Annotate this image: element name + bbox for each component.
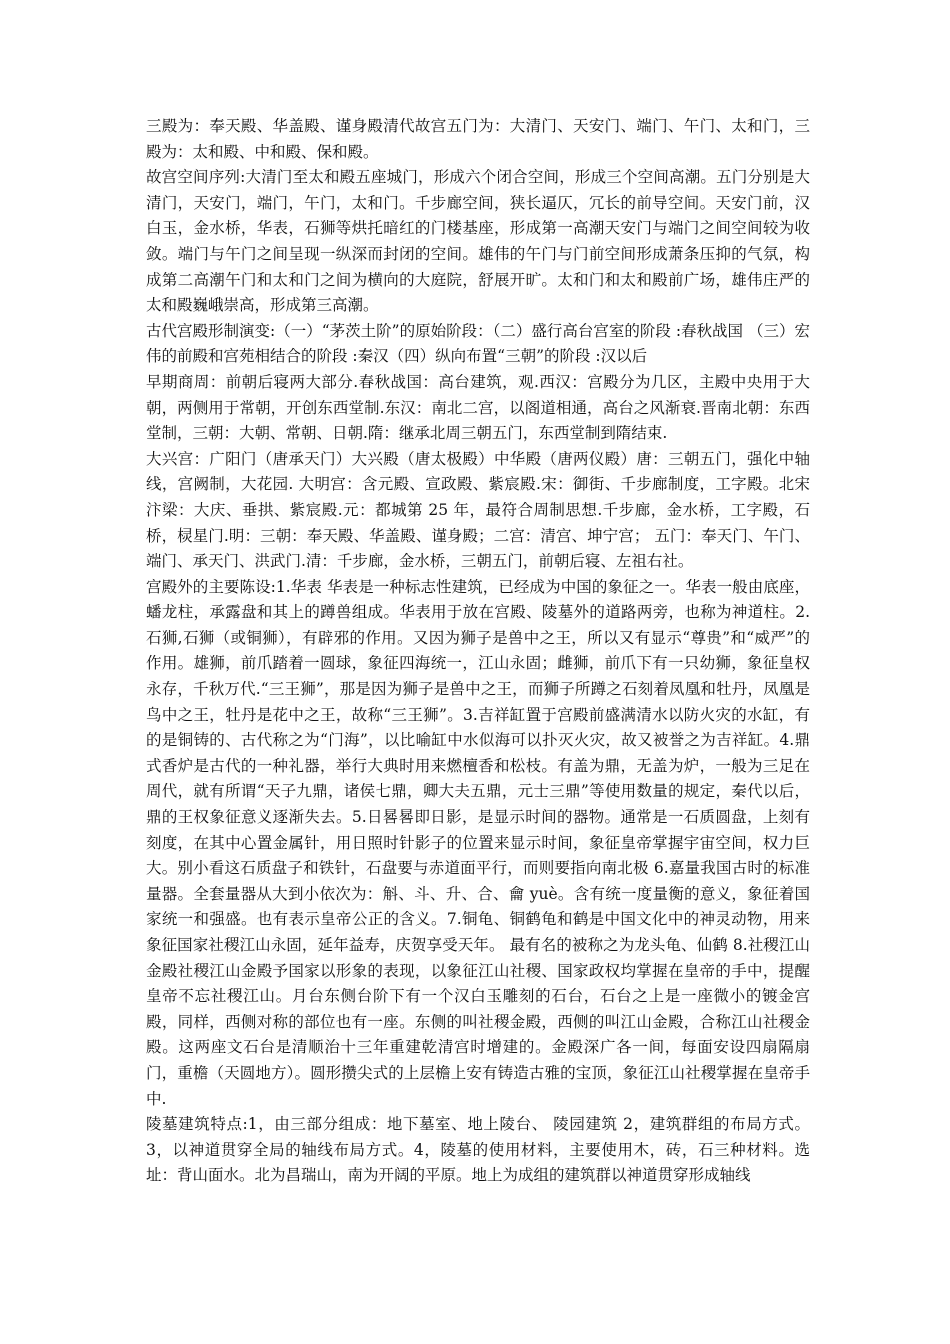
paragraph-daxing-palace: 大兴宫：广阳门（唐承天门）大兴殿（唐太极殿）中华殿（唐两仪殿）唐：三朝五门，强化中轴线，宫阙制，大花园. 大明宫：含元殿、宣政殿、紫宸殿.宋：御街、千步廊制度，工字殿。北宋汴梁：大庆、垂拱、紫宸殿.元：都城第 25 年，最符合周制思想.千步廊，金水桥，工字殿，石桥，棂星门.明：三朝：奉天殿、华盖殿、谨身殿；二宫：清宫、坤宁宫； 五门：奉天门、午门、端门、承天门、洪武门.清：千步廊，金水桥，三朝五门，前朝后寝、左祖右社。 bbox=[146, 449, 810, 571]
paragraph-early-dynasties: 早期商周：前朝后寝两大部分.春秋战国：高台建筑，观.西汉：宫殿分为几区，主殿中央用于大朝，两侧用于常朝，开创东西堂制.东汉：南北二宫，以阁道相通，高台之风渐衰.晋南北朝：东西堂制，三朝：大朝、常朝、日朝.隋：继承北周三朝五门，东西堂制到隋结束. bbox=[146, 372, 810, 443]
paragraph-palace-form-evolution: 古代宫殿形制演变:（一）“茅茨土阶”的原始阶段：（二）盛行高台宫室的阶段 :春秋战国 （三）宏伟的前殿和宫苑相结合的阶段 :秦汉（四）纵向布置“三朝”的阶段 :汉以后 bbox=[146, 321, 810, 366]
paragraph-palace-furnishings: 宫殿外的主要陈设:1.华表 华表是一种标志性建筑，已经成为中国的象征之一。华表一般由底座，蟠龙柱，承露盘和其上的蹲兽组成。华表用于放在宫殿、陵墓外的道路两旁，也称为神道柱。2.石狮,石狮（或铜狮），有辟邪的作用。又因为狮子是兽中之王，所以又有显示“尊贵”和“威严”的作用。雄狮，前爪踏着一圆球，象征四海统一，江山永固；雌狮，前爪下有一只幼狮，象征皇权永存，千秋万代.“三王狮”，那是因为狮子是兽中之王，而狮子所蹲之石刻着凤凰和牡丹，凤凰是鸟中之王，牡丹是花中之王，故称“三王狮”。3.吉祥缸置于宫殿前盛满清水以防火灾的水缸，有的是铜铸的、古代称之为“门海”，以比喻缸中水似海可以扑灭火灾，故又被誉之为吉祥缸。4.鼎式香炉是古代的一种礼器，举行大典时用来燃檀香和松枝。有盖为鼎，无盖为炉，一般为三足在周代，就有所谓“天子九鼎，诸侯七鼎，卿大夫五鼎，元士三鼎”等使用数量的规定，秦代以后，鼎的王权象征意义逐渐失去。5.日晷晷即日影，是显示时间的器物。通常是一石质圆盘，上刻有刻度，在其中心置金属针，用日照时针影子的位置来显示时间，象征皇帝掌握宇宙空间，权力巨大。别小看这石质盘子和铁针，石盘要与赤道面平行，而则要指向南北极 6.嘉量我国古时的标准量器。全套量器从大到小依次为：斛、斗、升、合、龠 yuè。含有统一度量衡的意义，象征着国家统一和强盛。也有表示皇帝公正的含义。7.铜龟、铜鹤龟和鹤是中国文化中的神灵动物，用来象征国家社稷江山永固，延年益寿，庆贺享受天年。 最有名的被称之为龙头龟、仙鹤 8.社稷江山金殿社稷江山金殿予国家以形象的表现，以象征江山社稷、国家政权均掌握在皇帝的手中，提醒皇帝不忘社稷江山。月台东侧台阶下有一个汉白玉雕刻的石台，石台之上是一座微小的镀金宫殿，同样，西侧对称的部位也有一座。东侧的叫社稷金殿，西侧的叫江山金殿，合称江山社稷金殿。这两座文石台是清顺治十三年重建乾清宫时增建的。金殿深广各一间，每面安设四扇隔扇门，重檐（天圆地方）。圆形攒尖式的上层檐上安有铸造古雅的宝顶，象征江山社稷掌握在皇帝手中. bbox=[146, 577, 810, 1108]
paragraph-three-halls: 三殿为：奉天殿、华盖殿、谨身殿清代故宫五门为：大清门、天安门、端门、午门、太和门，三殿为：太和殿、中和殿、保和殿。 bbox=[146, 117, 810, 161]
paragraph-tomb-architecture: 陵墓建筑特点:1，由三部分组成：地下墓室、地上陵台、 陵园建筑 2，建筑群组的布局方式。3，以神道贯穿全局的轴线布局方式。4，陵墓的使用材料，主要使用木，砖，石三种材料。选址：背山面水。北为昌瑞山，南为开阔的平原。地上为成组的建筑群以神道贯穿形成轴线 bbox=[146, 1115, 810, 1185]
paragraph-palace-spatial-sequence: 故宫空间序列:大清门至太和殿五座城门，形成六个闭合空间，形成三个空间高潮。五门分别是大清门，天安门，端门，午门，太和门。千步廊空间，狭长逼仄，冗长的前导空间。天安门前，汉白玉，金水桥，华表，石狮等烘托暗红的门楼基座，形成第一高潮天安门与端门之间空间较为收敛。端门与午门之间呈现一纵深而封闭的空间。雄伟的午门与门前空间形成萧条压抑的气氛，构成第二高潮午门和太和门之间为横向的大庭院，舒展开旷。太和门和太和殿前广场，雄伟庄严的太和殿巍峨崇高，形成第三高潮。 bbox=[146, 168, 810, 315]
document-body bbox=[146, 114, 810, 1189]
